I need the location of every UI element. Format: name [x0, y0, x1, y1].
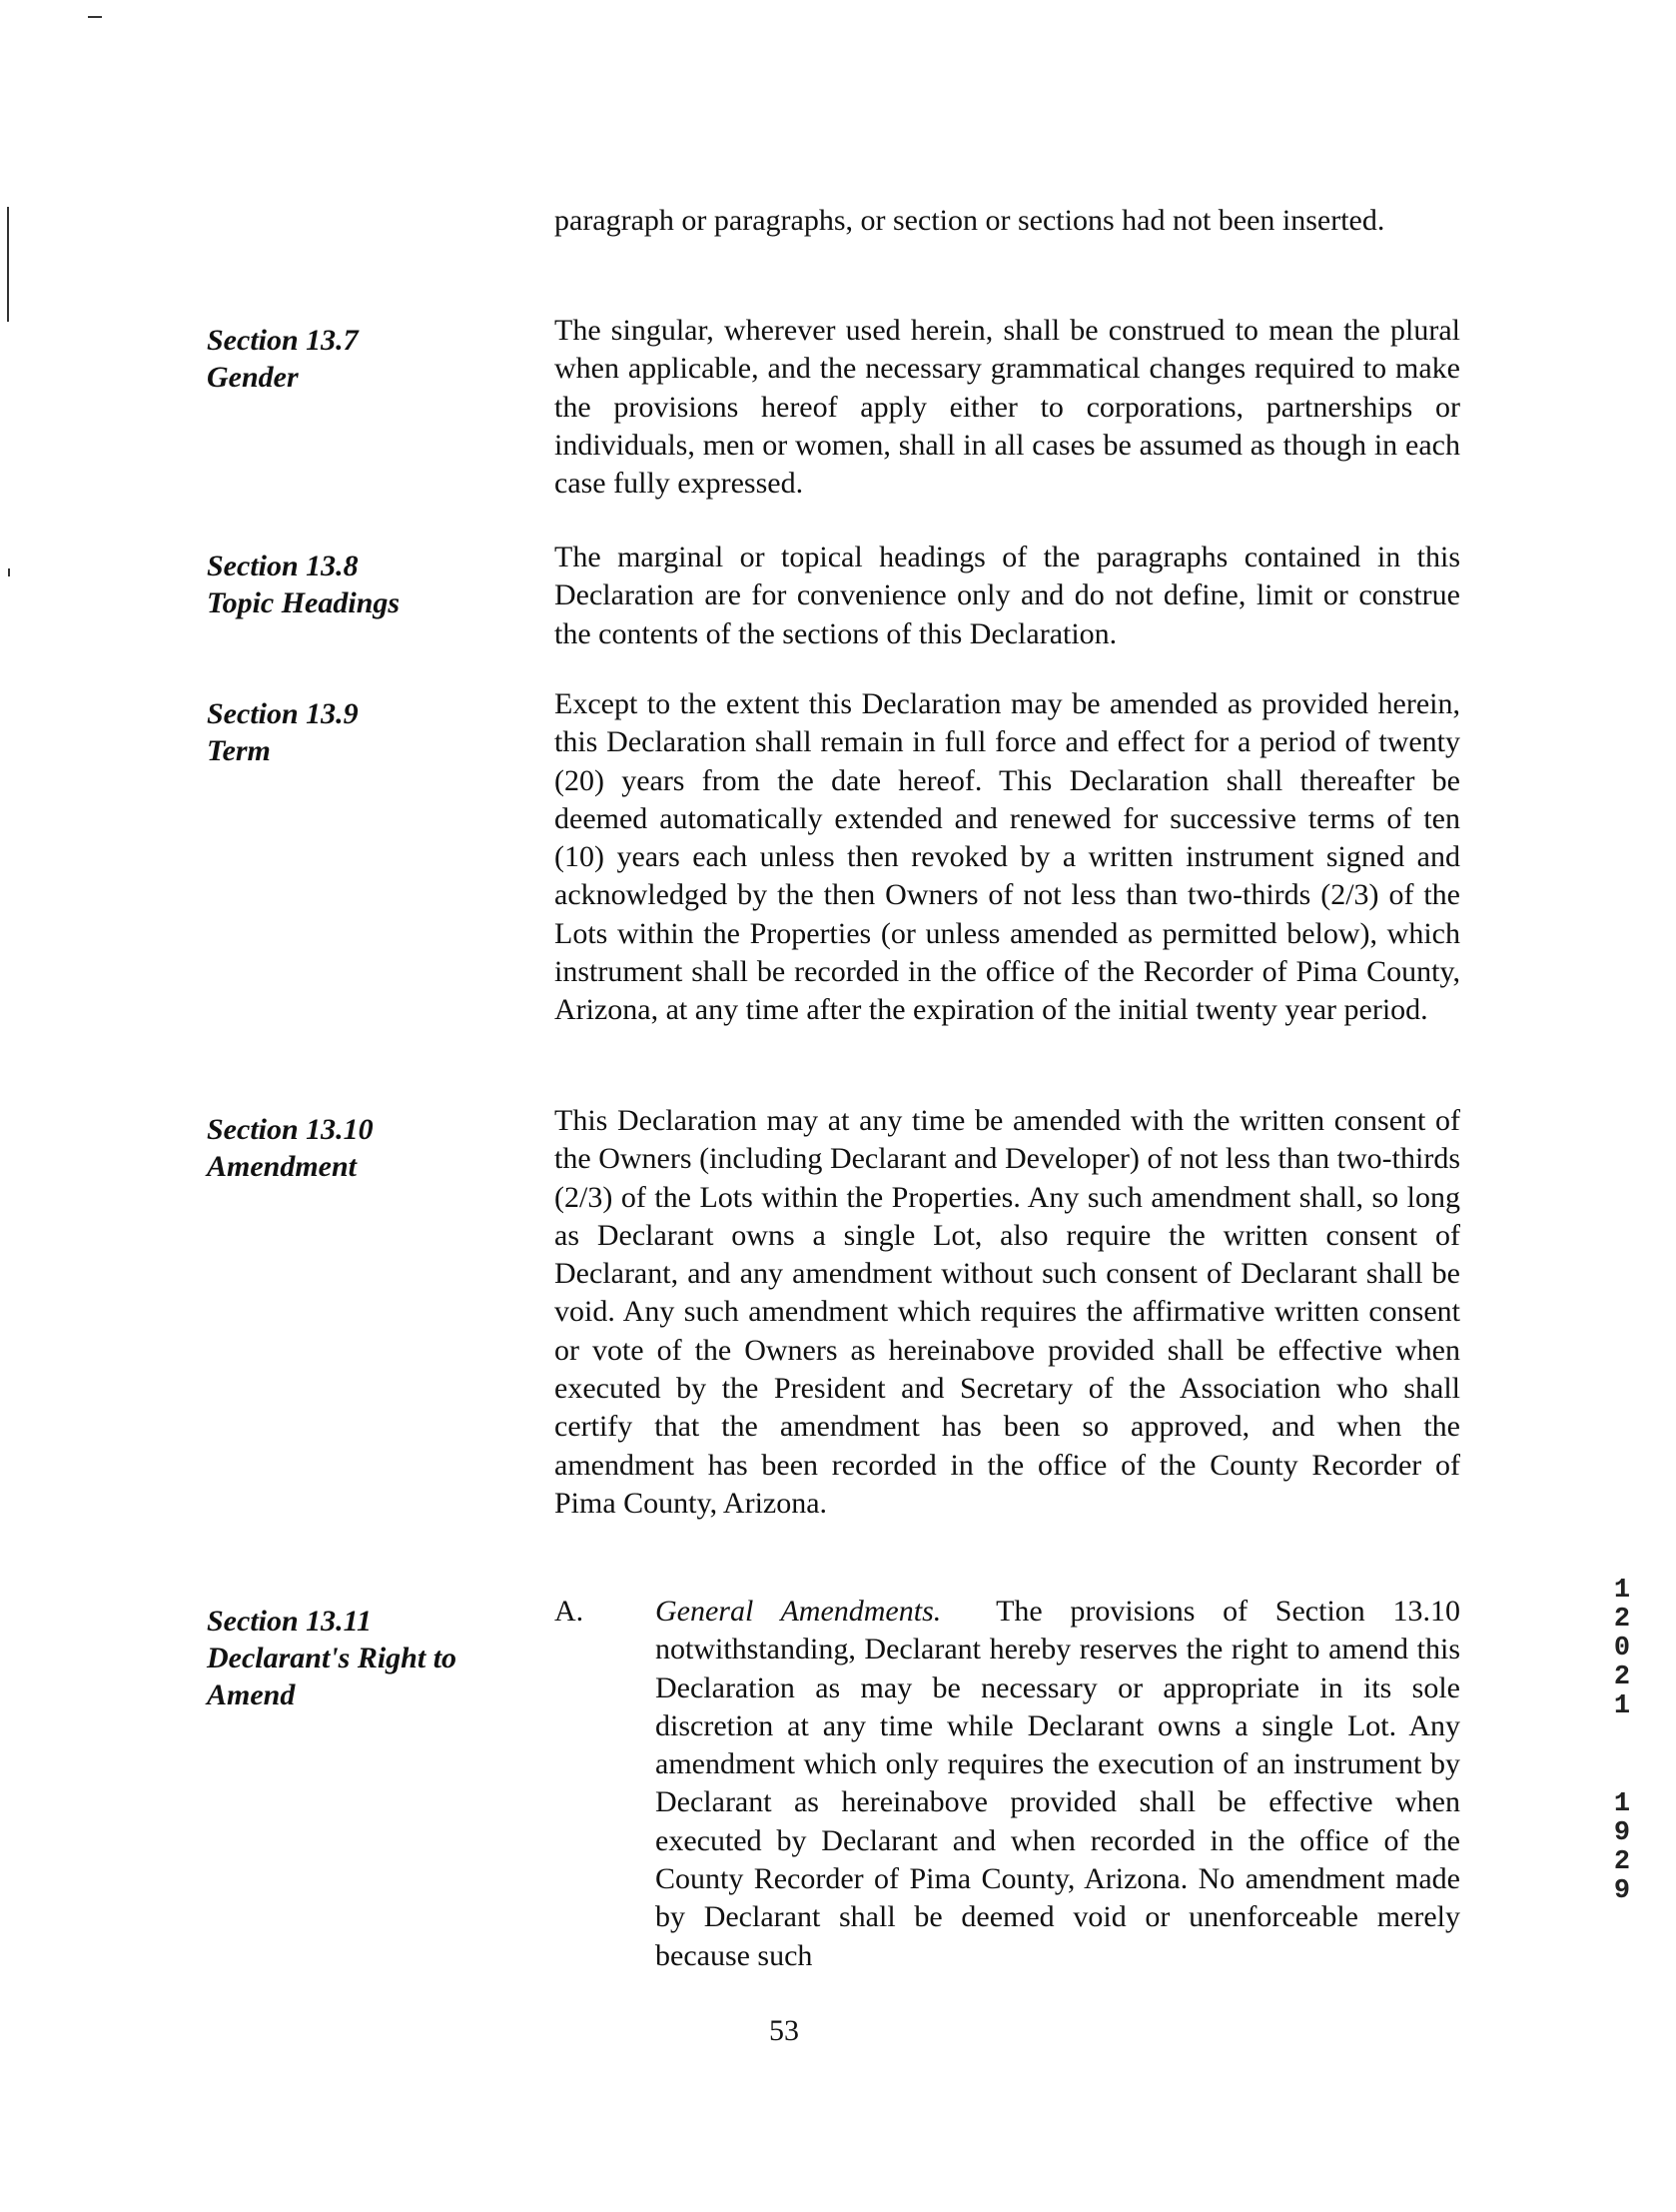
section-number: Section 13.10: [207, 1113, 374, 1146]
recording-stamp-book: [1608, 1577, 1636, 1721]
section-text-13-8: The marginal or topical headings of the paragraphs contained in this Declaration are for convenience only and do not define, limit or construe the contents of the sections of this Declaration.: [554, 541, 1460, 650]
recording-stamp-page: [1608, 1790, 1636, 1906]
stamp-digit: 2: [1613, 1605, 1631, 1635]
section-text-13-7: The singular, wherever used herein, shall be construed to mean the plural when applicable, and the necessary grammatical changes required to make the provisions hereof apply either to corporations, partnerships or individuals, men or women, shall in all cases be assumed as though in each case fully expressed.: [554, 314, 1460, 501]
section-number: Section 13.8: [207, 550, 359, 582]
stamp-digit: 9: [1613, 1876, 1631, 1906]
section-title: Amendment: [207, 1150, 358, 1183]
section-number: Section 13.11: [207, 1605, 373, 1638]
section-text-13-9: Except to the extent this Declaration may be amended as provided herein, this Declaration shall remain in full force and effect for a period of twenty (20) years from the date hereof. This Declaration shall thereafter be deemed automatically extended and renewed for successive terms of ten (10) years each unless then revoked by a written instrument signed and acknowledged by the then Owners of not less than two-thirds (2/3) of the Lots within the Properties (or unless amended as permitted below), which instrument shall be recorded in the office of the Recorder of Pima County, Arizona, at any time after the expiration of the initial twenty year period.: [554, 687, 1460, 1027]
page-number: 53: [769, 2014, 799, 2047]
stamp-digit: 2: [1613, 1847, 1631, 1877]
item-letter: A.: [554, 1595, 584, 1628]
section-title: Gender: [207, 361, 299, 394]
section-label-13-8: [207, 548, 536, 621]
stamp-digit: 1: [1613, 1691, 1631, 1721]
item-body: The provisions of Section 13.10 notwithstanding, Declarant hereby reserves the right to amend this Declaration as may be necessary or appropriate in its sole discretion at any time while Declarant owns a single Lot. Any amendment which only requires the execution of an instrument by Declarant as hereinabove provided shall be effective when executed by Declarant and when recorded in the office of the County Recorder of Pima County, Arizona. No amendment made by Declarant shall be deemed void or unenforceable merely because such: [655, 1595, 1460, 1972]
section-label-13-11: [207, 1603, 536, 1713]
scan-edge-mark: [7, 207, 9, 322]
section-number: Section 13.9: [207, 697, 359, 730]
section-title: Term: [207, 734, 271, 767]
section-label-13-7: [207, 322, 536, 396]
stamp-digit: 1: [1613, 1789, 1631, 1819]
section-label-13-9: [207, 695, 536, 769]
section-title: Topic Headings: [207, 586, 401, 619]
continuation-paragraph: paragraph or paragraphs, or section or sections had not been inserted.: [554, 204, 1385, 237]
stamp-digit: 0: [1613, 1634, 1631, 1663]
stamp-digit: 1: [1613, 1576, 1631, 1606]
section-number: Section 13.7: [207, 324, 359, 357]
section-text-13-11: [655, 1593, 1460, 1975]
item-heading: General Amendments.: [655, 1595, 942, 1628]
scan-edge-mark: [88, 16, 102, 18]
stamp-digit: 2: [1613, 1662, 1631, 1692]
stamp-digit: 9: [1613, 1818, 1631, 1848]
section-text-13-10: This Declaration may at any time be amended with the written consent of the Owners (including Declarant and Developer) of not less than two-thirds (2/3) of the Lots within the Properties. Any such amendment shall, so long as Declarant owns a single Lot, also require the written consent of Declarant, and any amendment without such consent of Declarant shall be void. Any such amendment which requires the affirmative written consent or vote of the Owners as hereinabove provided shall be effective when executed by the President and Secretary of the Association who shall certify that the amendment has been so approved, and when the amendment has been recorded in the office of the County Recorder of Pima County, Arizona.: [554, 1104, 1460, 1520]
scan-edge-mark: [8, 568, 10, 576]
section-title-continued: Amend: [207, 1678, 296, 1711]
section-label-13-10: [207, 1111, 536, 1185]
section-title: Declarant's Right to: [207, 1642, 457, 1674]
